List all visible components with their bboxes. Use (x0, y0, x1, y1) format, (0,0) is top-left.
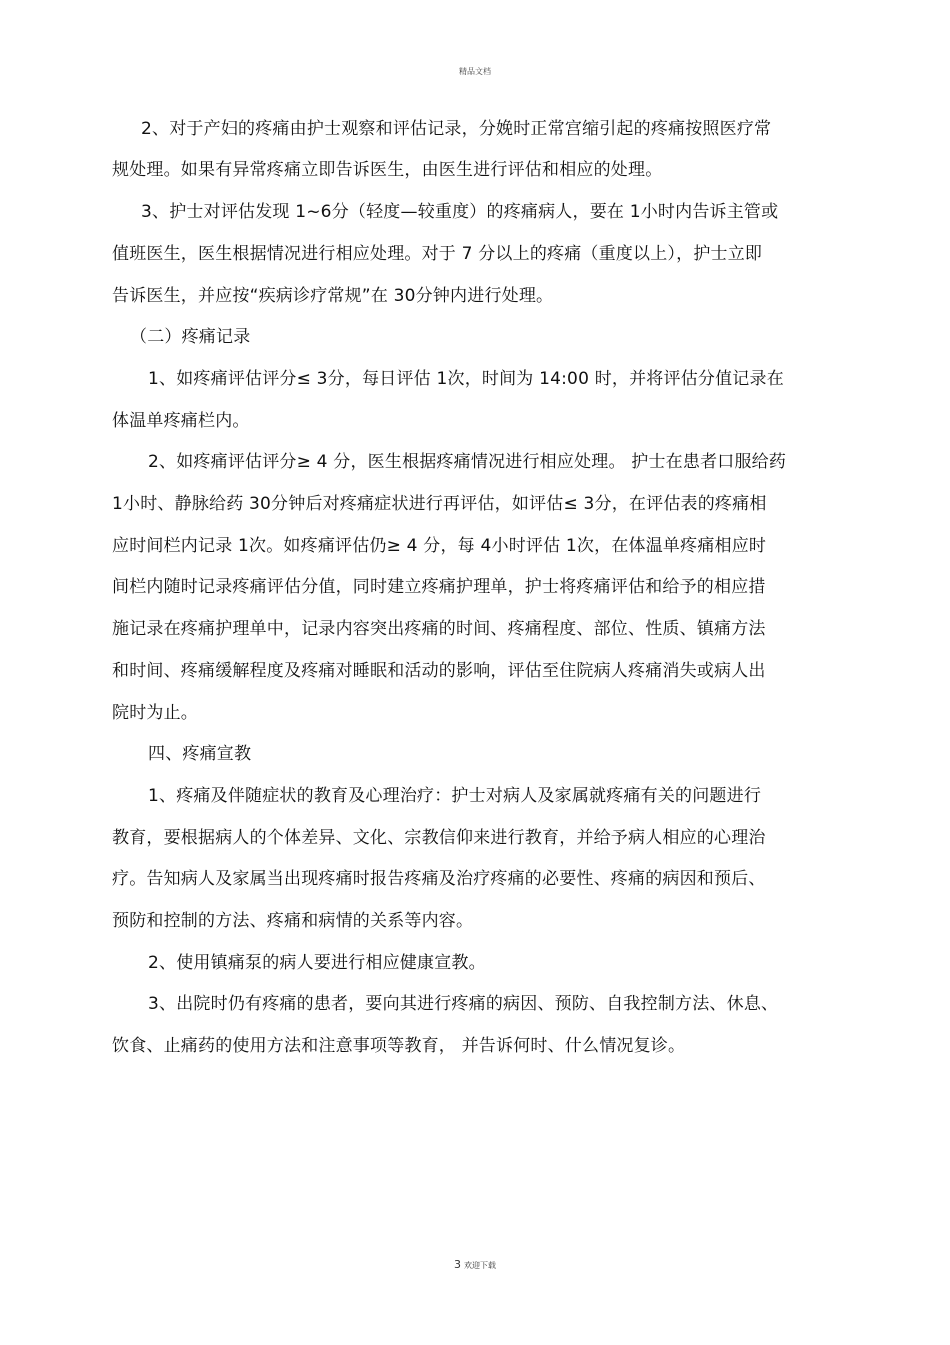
text-line: 教育，要根据病人的个体差异、文化、宗教信仰来进行教育，并给予病人相应的心理治 (112, 828, 766, 848)
text-line: 疗。告知病人及家属当出现疼痛时报告疼痛及治疗疼痛的必要性、疼痛的病因和预后、 (112, 869, 766, 889)
text-line: 1、疼痛及伴随症状的教育及心理治疗：护士对病人及家属就疼痛有关的问题进行 (148, 786, 762, 806)
footer-text: 欢迎下载 (464, 1261, 496, 1270)
section-heading: （二）疼痛记录 (130, 327, 251, 347)
text-line: 施记录在疼痛护理单中，记录内容突出疼痛的时间、疼痛程度、部位、性质、镇痛方法 (112, 619, 766, 639)
text-line: 3、出院时仍有疼痛的患者，要向其进行疼痛的病因、预防、自我控制方法、休息、 (148, 994, 779, 1014)
section-heading: 四、疼痛宣教 (148, 744, 252, 764)
text-line: 1小时、静脉给药 30分钟后对疼痛症状进行再评估，如评估≤ 3分，在评估表的疼痛相 (112, 494, 767, 514)
page-number: 3 (454, 1258, 461, 1271)
text-line: 2、如疼痛评估评分≥ 4 分，医生根据疼痛情况进行相应处理。 护士在患者口服给药 (148, 452, 787, 472)
text-line: 3、护士对评估发现 1~6分（轻度—较重度）的疼痛病人，要在 1小时内告诉主管或 (141, 202, 779, 222)
text-line: 院时为止。 (112, 703, 198, 723)
text-line: 2、对于产妇的疼痛由护士观察和评估记录，分娩时正常宫缩引起的疼痛按照医疗常 (141, 119, 772, 139)
text-line: 2、使用镇痛泵的病人要进行相应健康宣教。 (148, 953, 486, 973)
text-line: 和时间、疼痛缓解程度及疼痛对睡眠和活动的影响，评估至住院病人疼痛消失或病人出 (112, 661, 766, 681)
text-line: 值班医生，医生根据情况进行相应处理。对于 7 分以上的疼痛（重度以上），护士立即 (112, 244, 763, 264)
text-line: 预防和控制的方法、疼痛和病情的关系等内容。 (112, 911, 474, 931)
text-line: 应时间栏内记录 1次。如疼痛评估仍≥ 4 分，每 4小时评估 1次，在体温单疼痛相应时 (112, 536, 767, 556)
page-footer (0, 1258, 950, 1271)
text-line: 体温单疼痛栏内。 (112, 411, 250, 431)
page-header: 精品文档 (459, 67, 491, 76)
text-line: 告诉医生，并应按“疾病诊疗常规”在 30分钟内进行处理。 (112, 286, 554, 306)
text-line: 规处理。如果有异常疼痛立即告诉医生，由医生进行评估和相应的处理。 (112, 160, 663, 180)
text-line: 1、如疼痛评估评分≤ 3分，每日评估 1次，时间为 14:00 时，并将评估分值记录在 (148, 369, 784, 389)
text-line: 间栏内随时记录疼痛评估分值，同时建立疼痛护理单，护士将疼痛评估和给予的相应措 (112, 577, 766, 597)
text-line: 饮食、止痛药的使用方法和注意事项等教育， 并告诉何时、什么情况复诊。 (112, 1036, 686, 1056)
